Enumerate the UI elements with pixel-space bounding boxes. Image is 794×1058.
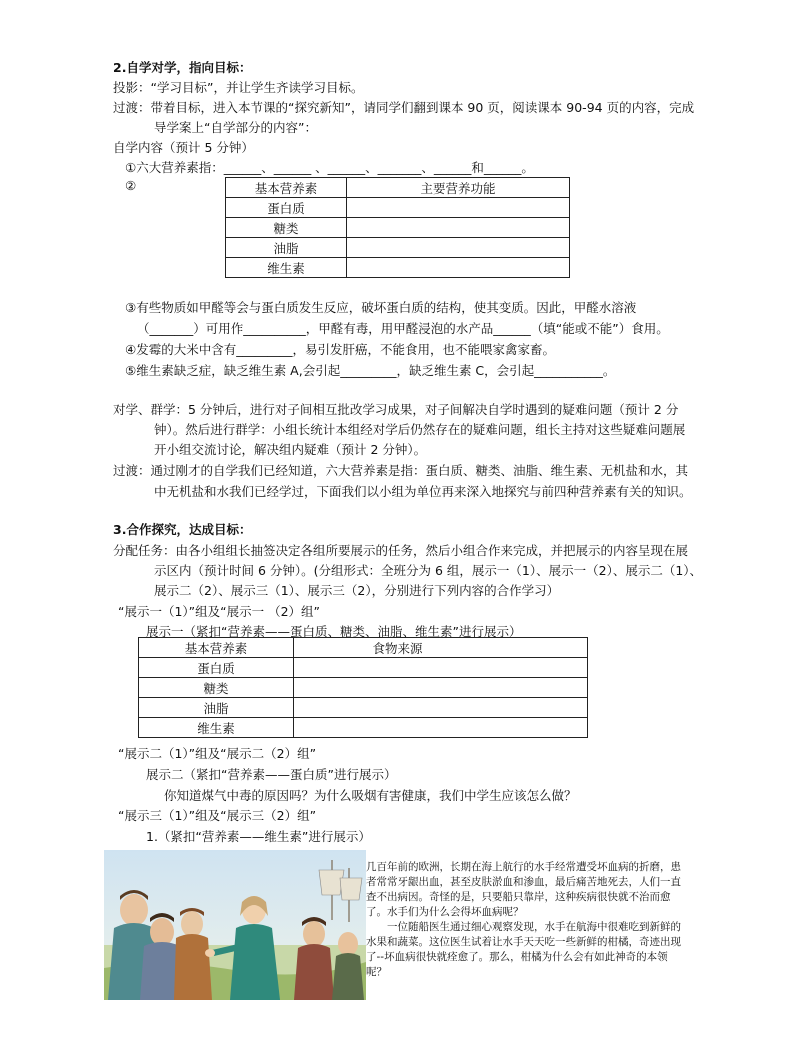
assign-line1: 分配任务：由各小组组长抽签决定各组所要展示的任务，然后小组合作来完成，并把展示的内容呈现在展 xyxy=(113,543,689,558)
question-4: ④发霉的大米中含有_________，易引发肝癌，不能食用，也不能喂家禽家畜。 xyxy=(125,342,555,357)
assign-line2: 示区内（预计时间 6 分钟）。(分组形式：全班分为 6 组，展示一（1）、展示一（2）、展示二（1）、 xyxy=(154,563,703,578)
table1-cell-blank xyxy=(347,258,570,278)
table2-row-label: 蛋白质 xyxy=(139,658,294,678)
pair-study-line1: 对学、群学：5 分钟后，进行对子间相互批改学习成果，对子间解决自学时遇到的疑难问题（预计 2 分 xyxy=(113,402,679,417)
question-3-line1: ③有些物质如甲醛等会与蛋白质发生反应，破坏蛋白质的结构，使其变质。因此，甲醛水溶液 xyxy=(125,300,637,315)
show3-title: 1.（紧扣“营养素——维生素”进行展示） xyxy=(146,829,371,844)
table2-cell-blank xyxy=(294,718,588,738)
transition2-line2: 中无机盐和水我们已经学过，下面我们以小组为单位再来深入地探究与前四种营养素有关的知识。 xyxy=(154,484,692,499)
show1-title: 展示一（紧扣“营养素——蛋白质、糖类、油脂、维生素”进行展示） xyxy=(146,624,522,639)
table2-row-label: 油脂 xyxy=(139,698,294,718)
question-5: ⑤维生素缺乏症，缺乏维生素 A,会引起_________，缺乏维生素 C，会引起___________。 xyxy=(125,363,616,378)
self-study-label: 自学内容（预计 5 分钟） xyxy=(113,140,254,155)
question-3-line2: （_______）可用作__________，甲醛有毒，用甲醛浸泡的水产品______（填“能或不能”）食用。 xyxy=(137,321,669,336)
table1-header-nutrient: 基本营养素 xyxy=(226,178,347,198)
table2-cell-blank xyxy=(294,698,588,718)
table2-cell-blank xyxy=(294,658,588,678)
projection-text: 投影：“学习目标”，并让学生齐读学习目标。 xyxy=(113,80,364,95)
story-paragraph-2: 一位随船医生通过细心观察发现，水手在航海中很难吃到新鲜的水果和蔬菜。这位医生试着让水手天天吃一些新鲜的柑橘，奇迹出现了--坏血病很快就痊愈了。那么，柑橘为什么会有如此神奇的本领呢？ xyxy=(366,921,681,978)
table1-cell-blank xyxy=(347,218,570,238)
pair-study-line2: 钟）。然后进行群学：小组长统计本组经对学后仍然存在的疑难问题，组长主持对这些疑难问题展 xyxy=(154,422,686,437)
scurvy-story xyxy=(366,860,686,980)
transition2-line1: 过渡：通过刚才的自学我们已经知道，六大营养素是指：蛋白质、糖类、油脂、维生素、无机盐和水，其 xyxy=(113,463,689,478)
table2-header-nutrient: 基本营养素 xyxy=(139,638,294,658)
show1-groups: “展示一（1）”组及“展示一 （2）组” xyxy=(118,604,321,619)
table1-cell-blank xyxy=(347,238,570,258)
sailors-illustration xyxy=(104,850,366,1000)
table2-row-label: 维生素 xyxy=(139,718,294,738)
nutrient-source-table xyxy=(138,637,588,738)
table1-row-label: 糖类 xyxy=(226,218,347,238)
pair-study-line3: 开小组交流讨论，解决组内疑难（预计 2 分钟）。 xyxy=(154,442,427,457)
table2-header-source: 食物来源 xyxy=(294,638,588,658)
section2-heading: 2.自学对学，指向目标： xyxy=(113,60,252,75)
table1-row-label: 油脂 xyxy=(226,238,347,258)
table1-row-label: 维生素 xyxy=(226,258,347,278)
table2-row-label: 糖类 xyxy=(139,678,294,698)
assign-line3: 展示二（2）、展示三（1）、展示三（2），分别进行下列内容的合作学习） xyxy=(154,583,560,598)
table2-cell-blank xyxy=(294,678,588,698)
nutrient-function-table xyxy=(225,177,570,278)
story-paragraph-1: 几百年前的欧洲，长期在海上航行的水手经常遭受坏血病的折磨，患者常常牙龈出血，甚至皮肤淤血和渗血，最后痛苦地死去，人们一直查不出病因。奇怪的是，只要船只靠岸，这种疾病很快就不治而愈了。水手们为什么会得坏血病呢？ xyxy=(366,861,681,918)
question-2-mark: ② xyxy=(125,178,137,193)
show2-groups: “展示二（1）”组及“展示二（2）组” xyxy=(118,746,317,761)
section3-heading: 3.合作探究，达成目标： xyxy=(113,522,252,537)
transition1-line2: 导学案上“自学部分的内容”： xyxy=(154,120,317,135)
show2-title: 展示二（紧扣“营养素——蛋白质”进行展示） xyxy=(146,767,397,782)
table1-row-label: 蛋白质 xyxy=(226,198,347,218)
show3-groups: “展示三（1）”组及“展示三（2）组” xyxy=(118,808,317,823)
show2-question: 你知道煤气中毒的原因吗？为什么吸烟有害健康，我们中学生应该怎么做？ xyxy=(164,788,577,803)
question-1: ①六大营养素指：______、______ 、______、_______、______和______。 xyxy=(125,160,534,175)
table1-cell-blank xyxy=(347,198,570,218)
transition1-line1: 过渡：带着目标，进入本节课的“探究新知”，请同学们翻到课本 90 页，阅读课本 90-94 页的内容，完成 xyxy=(113,100,695,115)
table1-header-function: 主要营养功能 xyxy=(347,178,570,198)
